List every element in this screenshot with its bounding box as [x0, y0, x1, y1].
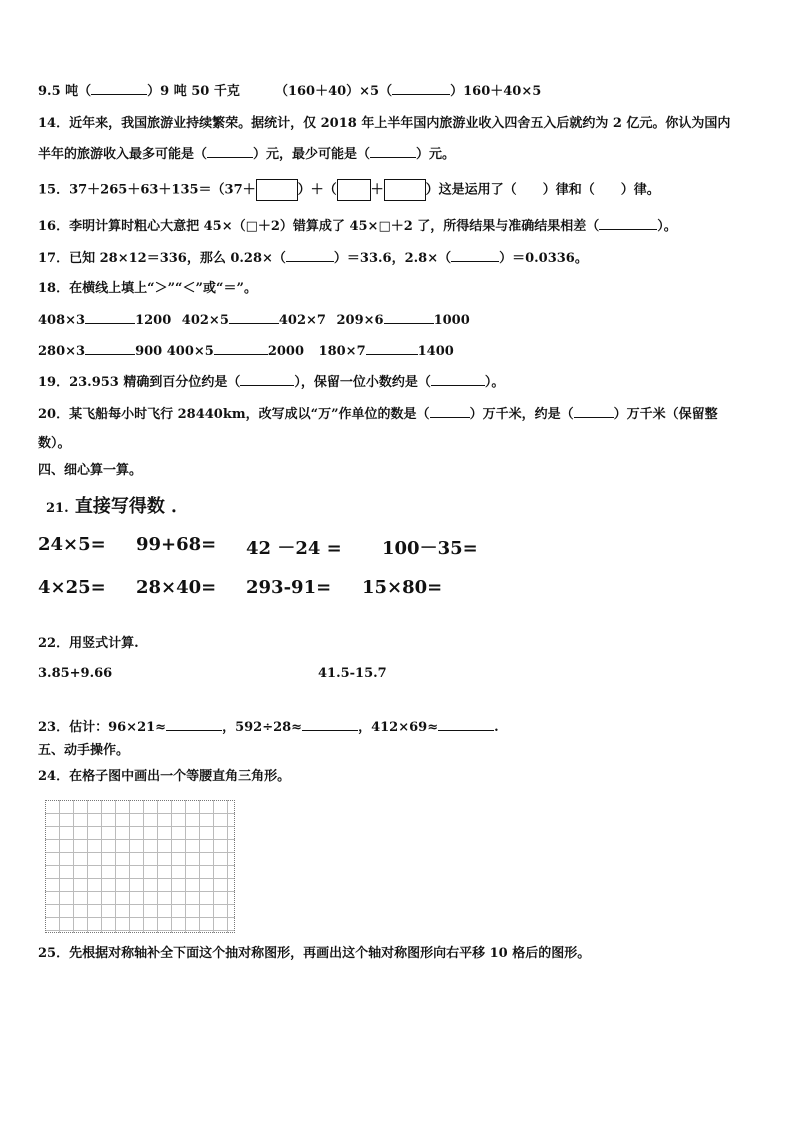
answer-blank[interactable] [574, 405, 614, 418]
answer-blank[interactable] [229, 311, 279, 324]
answer-box[interactable] [337, 179, 371, 201]
question-18-title: 18．在横线上填上“＞”“＜”或“＝”。 [38, 281, 257, 296]
answer-blank[interactable] [214, 342, 268, 355]
vertical-calc-1: 3.85+9.66 [38, 666, 113, 681]
section-4-heading: 四、细心算一算。 [38, 463, 143, 478]
question-22-title: 22．用竖式计算. [38, 636, 139, 651]
answer-blank[interactable] [240, 373, 294, 386]
question-20-line2: 数）。 [38, 436, 71, 451]
answer-blank[interactable] [91, 82, 147, 95]
vertical-calc-2: 41.5-15.7 [318, 666, 387, 681]
mental-math-8: 15×80= [362, 577, 443, 598]
mental-math-4: 100－35= [382, 538, 478, 559]
answer-blank[interactable] [166, 718, 222, 731]
answer-blank[interactable] [286, 249, 334, 262]
question-23: 23．估计：96×21≈ ，592÷28≈ ，412×69≈ . [38, 720, 499, 735]
question-14-line2: 半年的旅游收入最多可能是（ ）元，最少可能是（ ）元。 [38, 147, 456, 162]
answer-blank[interactable] [392, 82, 450, 95]
answer-blank[interactable] [85, 342, 135, 355]
answer-box[interactable] [256, 179, 298, 201]
question-25: 25．先根据对称轴补全下面这个抽对称图形，再画出这个轴对称图形向右平移 10 格后的图形。 [38, 946, 591, 961]
question-14-line1: 14．近年来，我国旅游业持续繁荣。据统计，仅 2018 年上半年国内旅游业收入四舍五入后就约为 2 亿元。你认为国内 [38, 116, 731, 131]
question-20-line1: 20．某飞船每小时飞行 28440km，改写成以“万”作单位的数是（ ）万千米，约是（ ）万千米（保留整 [38, 407, 718, 422]
answer-box[interactable] [384, 179, 426, 201]
answer-blank[interactable] [599, 217, 657, 230]
answer-blank[interactable] [207, 145, 253, 158]
answer-blank[interactable] [366, 342, 418, 355]
question-24: 24．在格子图中画出一个等腰直角三角形。 [38, 769, 291, 784]
mental-math-1: 24×5= [38, 534, 106, 555]
question-15: 15．37＋265＋63＋135＝（37＋ ）＋（ ＋ ）这是运用了（ ）律和（ ）律。 [38, 179, 660, 201]
question-18-row2: 280×3 900 400×5 2000 180×7 1400 [38, 344, 454, 359]
answer-blank[interactable] [451, 249, 499, 262]
mental-math-3: 42 －24 = [246, 538, 342, 559]
question-18-row1: 408×3 1200 402×5 402×7 209×6 1000 [38, 313, 470, 328]
question-21-title: 21. 直接写得数 ． [46, 496, 190, 517]
answer-blank[interactable] [302, 718, 358, 731]
answer-blank[interactable] [370, 145, 416, 158]
mental-math-7: 293-91= [246, 577, 332, 598]
question-17: 17．已知 28×12＝336，那么 0.28×（ ）＝33.6，2.8×（ ）＝0.0336。 [38, 251, 588, 266]
compare-row-top: 9.5 吨（ ）9 吨 50 千克 （160＋40）×5（ ）160＋40×5 [38, 84, 542, 99]
answer-blank[interactable] [431, 373, 485, 386]
mental-math-6: 28×40= [136, 577, 217, 598]
answer-blank[interactable] [430, 405, 470, 418]
answer-blank[interactable] [384, 311, 434, 324]
answer-blank[interactable] [85, 311, 135, 324]
dot-grid[interactable] [45, 800, 235, 933]
section-5-heading: 五、动手操作。 [38, 743, 130, 758]
mental-math-2: 99+68= [136, 534, 217, 555]
question-19: 19．23.953 精确到百分位约是（ ），保留一位小数约是（ ）。 [38, 375, 505, 390]
answer-blank[interactable] [438, 718, 494, 731]
question-16: 16．李明计算时粗心大意把 45×（□＋2）错算成了 45×□＋2 了，所得结果与准确结果相差（ ）。 [38, 219, 677, 234]
mental-math-5: 4×25= [38, 577, 106, 598]
